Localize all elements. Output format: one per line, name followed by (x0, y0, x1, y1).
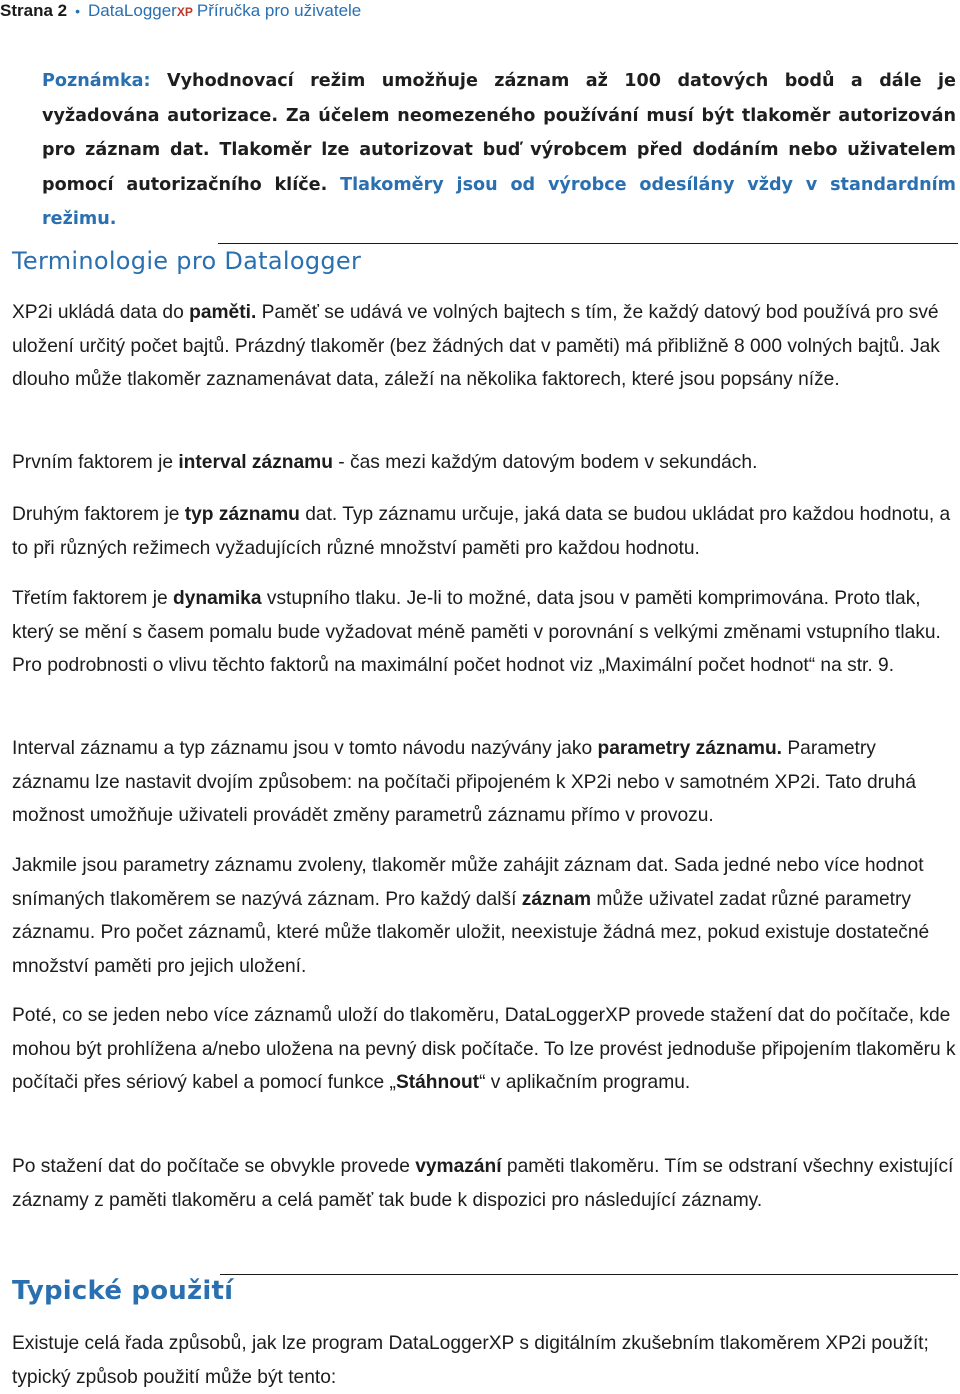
paragraph-download: Poté, co se jeden nebo více záznamů uloží do tlakoměru, DataLoggerXP provede stažení dat do počítače, kde mohou být prohlížena a/nebo uložena na pevný disk počítače. To lze provést jednoduše připojením tlakoměru k počítači přes sériový kabel a pomocí funkce „Stáhnout“ v aplikačním programu. (12, 1005, 956, 1093)
section-title-terminology: Terminologie pro Datalogger (12, 247, 362, 275)
note-body: Vyhodnovací režim umožňuje záznam až 100 datových bodů a dále je vyžadována autorizace. Za účelem neomezeného používání musí být tlakoměr autorizován pro záznam dat. Tlakoměr lze autorizovat buď výrobcem před dodáním nebo uživatelem pomocí autorizačního klíče. (42, 71, 956, 195)
note-highlight: Tlakoměry jsou od výrobce odesílány vždy v standardním režimu. (42, 174, 956, 229)
section-divider (218, 243, 958, 244)
paragraph-memory: XP2i ukládá data do paměti. Paměť se udává ve volných bajtech s tím, že každý datový bod používá pro své uložení určitý počet bajtů. Prázdný tlakoměr (bez žádných dat v paměti) má přibližně 8 000 volných bajtů. Jak dlouho může tlakoměr zaznamenávat data, záleží na několika faktorech, které jsou popsány níže. (12, 302, 940, 390)
header-manual-title: Příručka pro uživatele (196, 1, 362, 20)
section-divider-2 (220, 1274, 958, 1275)
paragraph-dynamics: Třetím faktorem je dynamika vstupního tlaku. Je-li to možné, data jsou v paměti komprimována. Proto tlak, který se mění s časem pomalu bude vyžadovat méně paměti v porovnání s velkými změnami vstupního tlaku. Pro podrobnosti o vlivu těchto faktorů na maximální počet hodnot viz „Maximální počet hodnot“ na str. 9. (12, 588, 941, 676)
paragraph-records: Jakmile jsou parametry záznamu zvoleny, tlakoměr může zahájit záznam dat. Sada jedné nebo více hodnot snímaných tlakoměrem se nazývá záznam. Pro každý další záznam může uživatel zadat různé parametry záznamu. Pro počet záznamů, které může tlakoměr uložit, neexistuje žádná mez, pokud existuje dostatečné množství paměti pro jejich uložení. (12, 855, 930, 977)
header-brand: DataLogger (88, 1, 177, 20)
page-header (0, 0, 960, 24)
header-brand-suffix: XP (176, 5, 193, 19)
page-number: Strana 2 (0, 1, 68, 20)
paragraph-typical-use: Existuje celá řada způsobů, jak lze program DataLoggerXP s digitálním zkušebním tlakoměrem XP2i použít; typický způsob použití může být tento: (12, 1333, 929, 1388)
paragraph-erase: Po stažení dat do počítače se obvykle provede vymazání paměti tlakoměru. Tím se odstraní všechny existující záznamy z paměti tlakoměru a celá paměť tak bude k dispozici pro následující záznamy. (12, 1156, 954, 1211)
header-separator: • (75, 3, 80, 19)
section-title-typical-use: Typické použití (12, 1276, 234, 1306)
note-label: Poznámka: (42, 71, 151, 91)
paragraph-type: Druhým faktorem je typ záznamu dat. Typ záznamu určuje, jaká data se budou ukládat pro každou hodnotu, a to při různých režimech vyžadujících různé množství paměti pro každou hodnotu. (12, 504, 951, 559)
paragraph-parameters: Interval záznamu a typ záznamu jsou v tomto návodu nazývány jako parametry záznamu. Parametry záznamu lze nastavit dvojím způsobem: na počítači připojeném k XP2i nebo v samotném XP2i. Tato druhá možnost umožňuje uživateli provádět změny parametrů záznamu přímo v provozu. (12, 738, 917, 826)
paragraph-interval: Prvním faktorem je interval záznamu - čas mezi každým datovým bodem v sekundách. (12, 452, 758, 473)
note-box (42, 64, 956, 237)
